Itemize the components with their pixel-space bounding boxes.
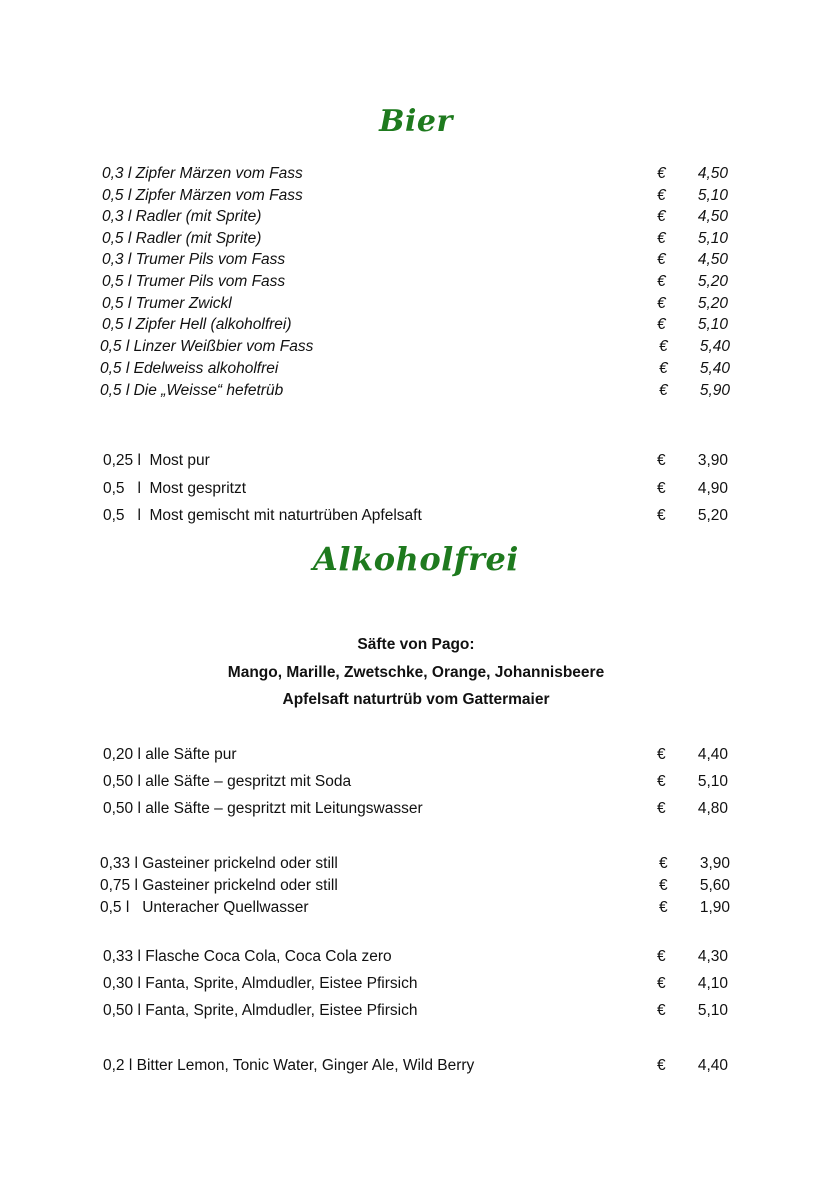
item-price: 5,60 (699, 877, 730, 894)
currency-symbol: € (659, 877, 668, 894)
item-name: 0,5 l Most gemischt mit naturtrüben Apfelsaft (103, 507, 422, 524)
item-name: 0,5 l Zipfer Hell (alkoholfrei) (102, 316, 292, 333)
currency-symbol: € (657, 1002, 666, 1019)
item-name: 0,5 l Zipfer Märzen vom Fass (102, 187, 303, 204)
item-price: 4,50 (697, 251, 728, 268)
currency-symbol: € (657, 165, 666, 182)
menu-item (0, 358, 832, 380)
currency-symbol: € (657, 975, 666, 992)
menu-item (0, 293, 832, 315)
menu-item (0, 206, 832, 228)
menu-item (0, 744, 832, 766)
menu-item (0, 853, 832, 875)
item-price: 4,10 (697, 975, 728, 992)
item-name: 0,3 l Radler (mit Sprite) (102, 208, 262, 225)
menu-item (0, 249, 832, 271)
item-price: 3,90 (697, 452, 728, 469)
item-name: 0,5 l Edelweiss alkoholfrei (100, 360, 279, 377)
currency-symbol: € (657, 208, 666, 225)
currency-symbol: € (657, 251, 666, 268)
item-price: 5,10 (697, 1002, 728, 1019)
menu-item (0, 163, 832, 185)
currency-symbol: € (657, 746, 666, 763)
currency-symbol: € (657, 452, 666, 469)
item-name: 0,5 l Most gespritzt (103, 480, 246, 497)
menu-item (0, 771, 832, 793)
currency-symbol: € (659, 899, 668, 916)
menu-item (0, 973, 832, 995)
menu-item (0, 478, 832, 500)
item-price: 5,90 (699, 382, 730, 399)
currency-symbol: € (657, 187, 666, 204)
menu-item (0, 228, 832, 250)
item-name: 0,5 l Die „Weisse“ hefetrüb (100, 382, 284, 399)
currency-symbol: € (659, 855, 668, 872)
item-name: 0,2 l Bitter Lemon, Tonic Water, Ginger Ale, Wild Berry (103, 1057, 475, 1074)
juice-apple-note: Apfelsaft naturtrüb vom Gattermaier (282, 691, 550, 708)
currency-symbol: € (657, 230, 666, 247)
item-price: 4,50 (697, 208, 728, 225)
item-name: 0,5 l Trumer Zwickl (102, 295, 232, 312)
item-name: 0,30 l Fanta, Sprite, Almdudler, Eistee Pfirsich (103, 975, 418, 992)
item-name: 0,50 l alle Säfte – gespritzt mit Soda (103, 773, 352, 790)
item-price: 4,50 (697, 165, 728, 182)
item-price: 4,30 (697, 948, 728, 965)
menu-item (0, 450, 832, 472)
menu-item (0, 185, 832, 207)
item-name: 0,5 l Linzer Weißbier vom Fass (100, 338, 314, 355)
menu-item (0, 1055, 832, 1077)
currency-symbol: € (657, 316, 666, 333)
currency-symbol: € (657, 295, 666, 312)
item-name: 0,5 l Radler (mit Sprite) (102, 230, 262, 247)
item-price: 5,10 (697, 316, 728, 333)
currency-symbol: € (657, 273, 666, 290)
item-price: 5,10 (697, 187, 728, 204)
item-name: 0,50 l alle Säfte – gespritzt mit Leitungswasser (103, 800, 423, 817)
menu-item (0, 271, 832, 293)
item-price: 5,20 (697, 273, 728, 290)
currency-symbol: € (657, 480, 666, 497)
section-title-bier: Bier (379, 104, 453, 139)
item-price: 1,90 (699, 899, 730, 916)
juice-flavors: Mango, Marille, Zwetschke, Orange, Johannisbeere (227, 664, 605, 681)
item-name: 0,20 l alle Säfte pur (103, 746, 237, 763)
item-price: 4,80 (697, 800, 728, 817)
currency-symbol: € (659, 382, 668, 399)
currency-symbol: € (659, 338, 668, 355)
item-price: 3,90 (699, 855, 730, 872)
item-price: 5,20 (697, 295, 728, 312)
item-price: 5,10 (697, 230, 728, 247)
menu-item (0, 946, 832, 968)
item-price: 4,40 (697, 746, 728, 763)
menu-item (0, 875, 832, 897)
currency-symbol: € (657, 800, 666, 817)
item-name: 0,3 l Zipfer Märzen vom Fass (102, 165, 303, 182)
menu-item (0, 380, 832, 402)
menu-item (0, 314, 832, 336)
currency-symbol: € (659, 360, 668, 377)
item-name: 0,25 l Most pur (103, 452, 210, 469)
item-price: 5,10 (697, 773, 728, 790)
item-price: 4,40 (697, 1057, 728, 1074)
item-name: 0,75 l Gasteiner prickelnd oder still (100, 877, 338, 894)
item-price: 4,90 (697, 480, 728, 497)
item-price: 5,40 (699, 360, 730, 377)
section-title-alkoholfrei: Alkoholfrei (313, 540, 519, 578)
item-name: 0,3 l Trumer Pils vom Fass (102, 251, 286, 268)
menu-item (0, 897, 832, 919)
item-name: 0,33 l Flasche Coca Cola, Coca Cola zero (103, 948, 392, 965)
item-name: 0,5 l Trumer Pils vom Fass (102, 273, 286, 290)
item-price: 5,20 (697, 507, 728, 524)
currency-symbol: € (657, 507, 666, 524)
currency-symbol: € (657, 1057, 666, 1074)
juice-intro-heading: Säfte von Pago: (357, 636, 475, 653)
currency-symbol: € (657, 948, 666, 965)
menu-item (0, 336, 832, 358)
item-name: 0,50 l Fanta, Sprite, Almdudler, Eistee Pfirsich (103, 1002, 418, 1019)
item-name: 0,5 l Unteracher Quellwasser (100, 899, 309, 916)
menu-item (0, 1000, 832, 1022)
menu-item (0, 505, 832, 527)
menu-item (0, 798, 832, 820)
item-name: 0,33 l Gasteiner prickelnd oder still (100, 855, 338, 872)
item-price: 5,40 (699, 338, 730, 355)
currency-symbol: € (657, 773, 666, 790)
